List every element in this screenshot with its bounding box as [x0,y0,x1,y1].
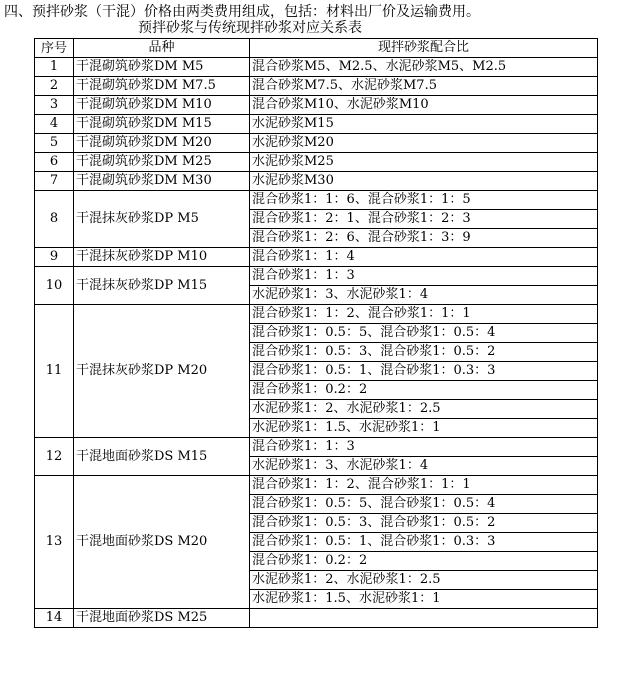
table-row [35,96,598,115]
table-row [35,438,598,457]
mortar-type: 干混地面砂浆DS M15 [74,438,250,476]
row-number: 10 [35,267,74,305]
row-number: 8 [35,191,74,248]
mortar-type: 干混地面砂浆DS M25 [74,609,250,628]
mortar-type: 干混砌筑砂浆DM M15 [74,115,250,134]
mix-ratio: 混合砂浆M10、水泥砂浆M10 [250,96,598,115]
mortar-type: 干混地面砂浆DS M20 [74,476,250,609]
mix-ratio: 混合砂浆1：1：2、混合砂浆1：1：1 [250,305,598,324]
mix-ratio [250,609,598,628]
table-header-row [35,39,598,58]
table-row [35,191,598,210]
mix-ratio: 混合砂浆1：0.5：1、混合砂浆1：0.3：3 [250,362,598,381]
row-number: 5 [35,134,74,153]
table-title: 预拌砂浆与传统现拌砂浆对应关系表 [138,20,362,36]
row-number: 3 [35,96,74,115]
mortar-type: 干混砌筑砂浆DM M7.5 [74,77,250,96]
mortar-type: 干混砌筑砂浆DM M20 [74,134,250,153]
mix-ratio: 水泥砂浆M15 [250,115,598,134]
mix-ratio: 混合砂浆1：2：6、混合砂浆1：3：9 [250,229,598,248]
table-row [35,476,598,495]
row-number: 2 [35,77,74,96]
table-row [35,172,598,191]
mix-ratio: 水泥砂浆1：2、水泥砂浆1：2.5 [250,571,598,590]
mortar-type: 干混砌筑砂浆DM M30 [74,172,250,191]
row-number: 1 [35,58,74,77]
mix-ratio: 水泥砂浆M30 [250,172,598,191]
mix-ratio: 混合砂浆1：1：3 [250,438,598,457]
table-body [35,58,598,628]
section-heading: 四、预拌砂浆（干混）价格由两类费用组成，包括：材料出厂价及运输费用。 [4,4,480,20]
mix-ratio: 混合砂浆M7.5、水泥砂浆M7.5 [250,77,598,96]
mix-ratio: 混合砂浆1：0.5：3、混合砂浆1：0.5：2 [250,514,598,533]
row-number: 7 [35,172,74,191]
mortar-type: 干混砌筑砂浆DM M25 [74,153,250,172]
mortar-type: 干混砌筑砂浆DM M5 [74,58,250,77]
mix-ratio: 水泥砂浆1：1.5、水泥砂浆1：1 [250,419,598,438]
mix-ratio: 混合砂浆1：0.5：1、混合砂浆1：0.3：3 [250,533,598,552]
mix-ratio: 水泥砂浆M25 [250,153,598,172]
mix-ratio: 混合砂浆1：0.2：2 [250,381,598,400]
row-number: 12 [35,438,74,476]
mix-ratio: 混合砂浆1：0.5：5、混合砂浆1：0.5：4 [250,495,598,514]
table-row [35,115,598,134]
column-header-type: 品种 [74,39,250,58]
mix-ratio: 混合砂浆1：0.5：5、混合砂浆1：0.5：4 [250,324,598,343]
mix-ratio: 水泥砂浆1：1.5、水泥砂浆1：1 [250,590,598,609]
table-row [35,248,598,267]
table-row [35,153,598,172]
mortar-type: 干混抹灰砂浆DP M15 [74,267,250,305]
row-number: 6 [35,153,74,172]
mix-ratio: 混合砂浆1：1：2、混合砂浆1：1：1 [250,476,598,495]
table-row [35,305,598,324]
mix-ratio: 混合砂浆M5、M2.5、水泥砂浆M5、M2.5 [250,58,598,77]
column-header-no: 序号 [35,39,74,58]
mix-ratio: 水泥砂浆M20 [250,134,598,153]
mix-ratio: 水泥砂浆1：3、水泥砂浆1：4 [250,286,598,305]
table-row [35,609,598,628]
mix-ratio: 混合砂浆1：0.2：2 [250,552,598,571]
mortar-correspondence-table [34,38,598,628]
mortar-type: 干混抹灰砂浆DP M5 [74,191,250,248]
table-row [35,134,598,153]
mix-ratio: 混合砂浆1：1：6、混合砂浆1：1：5 [250,191,598,210]
row-number: 14 [35,609,74,628]
table-row [35,267,598,286]
mix-ratio: 水泥砂浆1：3、水泥砂浆1：4 [250,457,598,476]
row-number: 13 [35,476,74,609]
mix-ratio: 水泥砂浆1：2、水泥砂浆1：2.5 [250,400,598,419]
mix-ratio: 混合砂浆1：0.5：3、混合砂浆1：0.5：2 [250,343,598,362]
mortar-type: 干混抹灰砂浆DP M20 [74,305,250,438]
row-number: 4 [35,115,74,134]
mix-ratio: 混合砂浆1：1：4 [250,248,598,267]
mix-ratio: 混合砂浆1：1：3 [250,267,598,286]
mix-ratio: 混合砂浆1：2：1、混合砂浆1：2：3 [250,210,598,229]
mortar-type: 干混砌筑砂浆DM M10 [74,96,250,115]
table-row [35,58,598,77]
row-number: 9 [35,248,74,267]
mortar-type: 干混抹灰砂浆DP M10 [74,248,250,267]
column-header-ratio: 现拌砂浆配合比 [250,39,598,58]
table-row [35,77,598,96]
row-number: 11 [35,305,74,438]
